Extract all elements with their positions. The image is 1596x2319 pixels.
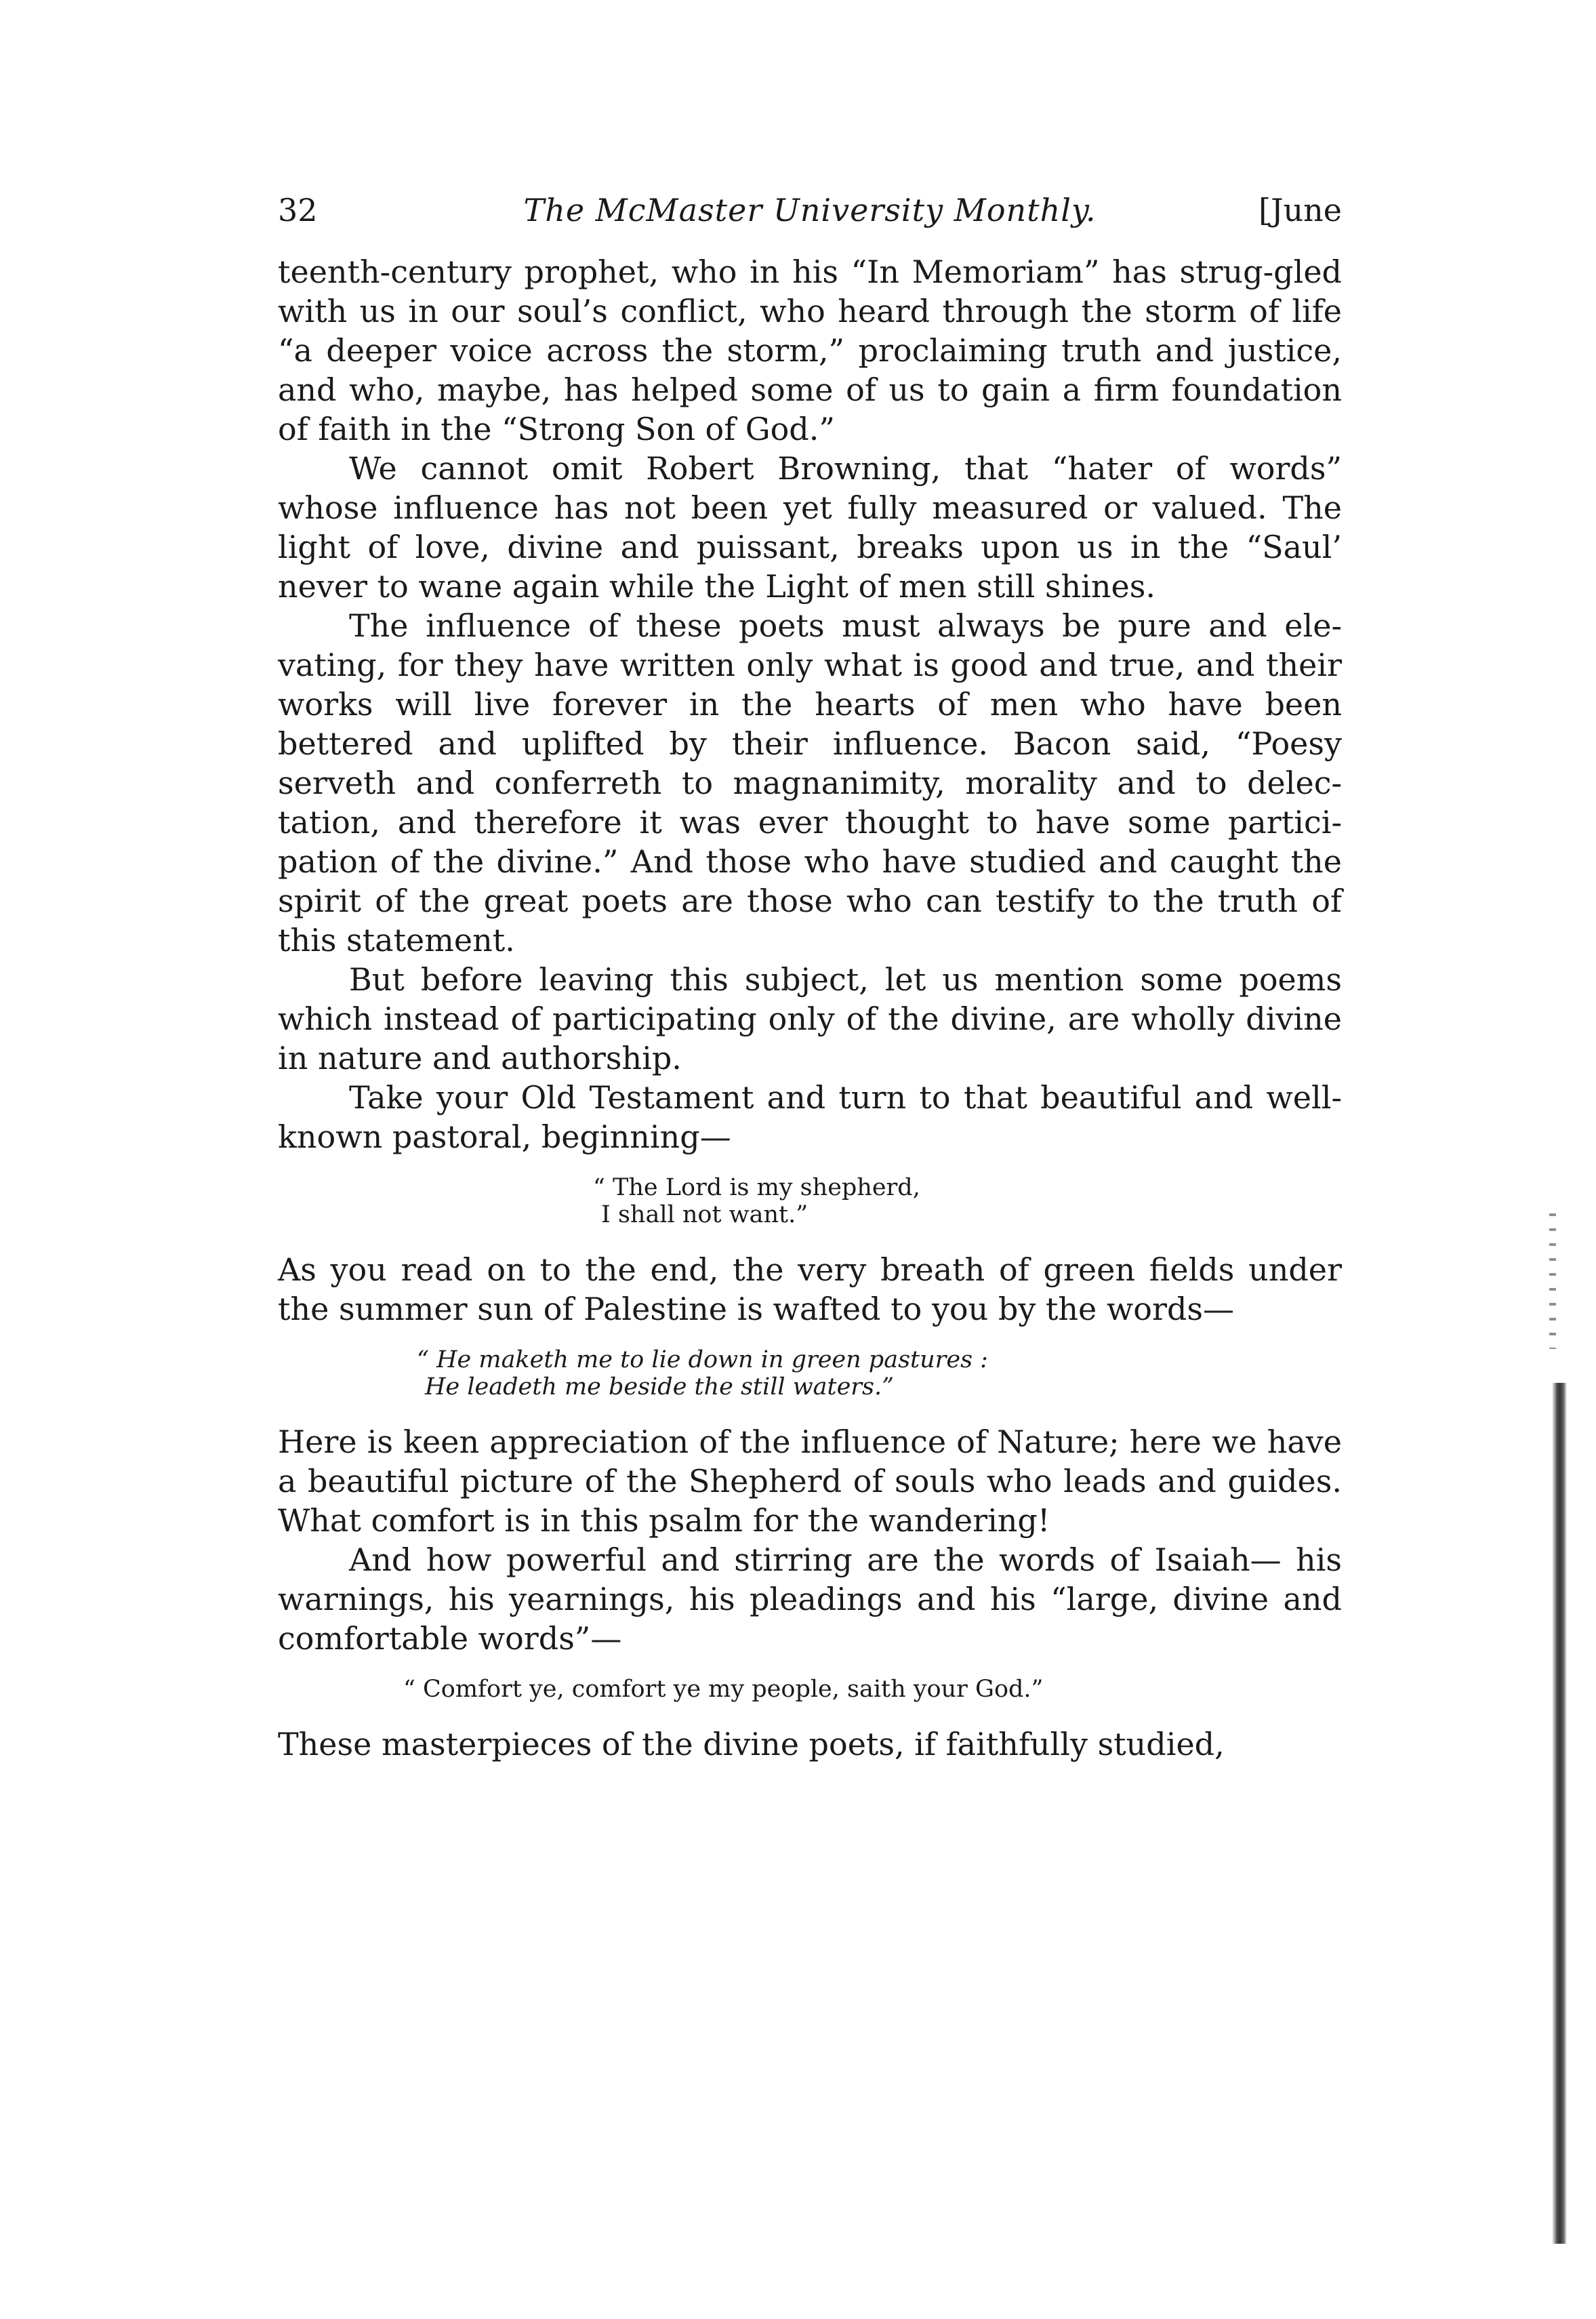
paragraph-masterpieces: These masterpieces of the divine poets, if faithfully studied, [278,1726,1225,1762]
quote-line: I shall not want.” [601,1201,809,1228]
paragraph-tennyson: teenth-century prophet, who in his “In Memoriam” has strug-gled with us in our soul’s conflict, who heard through the storm of life “a deeper voice across the storm,” proclaiming truth and justice, and who, maybe, has helped some of us to gain a firm foundation of faith in the “Strong Son of God.” [278,254,1342,447]
quote-line: “ The Lord is my shepherd, [593,1174,920,1201]
quote-psalm-pastures [417,1346,1342,1400]
journal-title: The McMaster University Monthly. [523,192,1097,228]
quote-line: “ He maketh me to lie down in green pastures : [417,1346,988,1373]
page [278,183,1342,1764]
article-body [278,252,1342,1764]
scan-binding-edge [1552,1383,1567,2244]
paragraph-divine-poems: But before leaving this subject, let us mention some poems which instead of participating only of the divine, are wholly divine in nature and authorship. [278,961,1342,1076]
running-head [278,183,1342,237]
paragraph-influence: The influence of these poets must always be pure and ele-vating, for they have written only what is good and true, and their works will live forever in the hearts of men who have been bettered and uplifted by their influence. Bacon said, “Poesy serveth and conferreth to magnanimity, morality and to delec-tation, and therefore it was ever thought to have some partici-pation of the divine.” And those who have studied and caught the spirit of the great poets are those who can testify to the truth of this statement. [278,607,1342,959]
paragraph-nature: Here is keen appreciation of the influence of Nature; here we have a beautiful picture of the Shepherd of souls who leads and guides. What comfort is in this psalm for the wandering! [278,1424,1342,1539]
scan-binding-marks [1549,1213,1556,1349]
issue-month: [June [1259,192,1342,228]
paragraph-browning: We cannot omit Robert Browning, that “hater of words” whose influence has not been yet fully measured or valued. The light of love, divine and puissant, breaks upon us in the “Saul’ never to wane again while the Light of men still shines. [278,450,1342,605]
quote-isaiah-comfort [403,1676,1342,1703]
paragraph-isaiah: And how powerful and stirring are the words of Isaiah— his warnings, his yearnings, his pleadings and his “large, divine and comfortable words”— [278,1541,1342,1657]
page-number: 32 [278,192,318,228]
quote-line: He leadeth me beside the still waters.” [425,1373,895,1400]
paragraph-old-testament: Take your Old Testament and turn to that beautiful and well-known pastoral, beginning— [278,1079,1342,1155]
quote-psalm-shepherd [593,1174,1342,1228]
paragraph-green-fields: As you read on to the end, the very breath of green fields under the summer sun of Palestine is wafted to you by the words— [278,1251,1342,1327]
quote-line: “ Comfort ye, comfort ye my people, saith your God.” [403,1676,1044,1703]
